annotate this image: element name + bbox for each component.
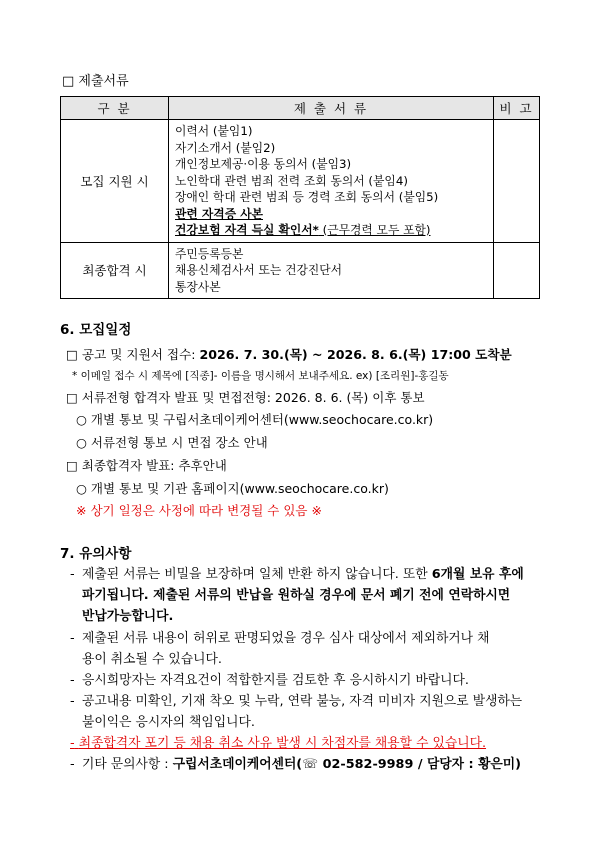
email-note: * 이메일 접수 시 제목에 [직종]- 이름을 명시해서 보내주세요. ex) [조리원]-홍길동	[72, 370, 449, 382]
note-item-3	[70, 670, 550, 691]
doc-item: 자기소개서 (붙임2)	[175, 140, 276, 155]
note-text-bold: 파기됩니다. 제출된 서류의 반납을 원하실 경우에 문서 폐기 전에 연락하시면	[82, 588, 511, 603]
screening-line: □ 서류전형 합격자 발표 및 면접전형: 2026. 8. 6. (목) 이후 통보	[66, 390, 425, 405]
note-item-1	[70, 564, 550, 627]
row-items	[169, 242, 494, 299]
note-dash: -	[70, 673, 75, 688]
row-items	[169, 120, 494, 243]
doc-item: 채용신체검사서 또는 건강진단서	[175, 263, 343, 277]
table-header-row	[61, 97, 540, 120]
note-item-5	[70, 733, 550, 754]
receipt-label: □ 공고 및 지원서 접수:	[66, 347, 200, 362]
note-text-bold: 6개월 보유 후에	[431, 567, 524, 582]
doc-item: 통장사본	[175, 279, 221, 294]
schedule-warning: ※ 상기 일정은 사정에 따라 변경될 수 있음 ※	[76, 503, 322, 518]
note-dash: -	[70, 694, 75, 709]
doc-item: 관련 자격증 사본	[175, 206, 263, 221]
note-item-4	[70, 691, 550, 733]
contact-label: 기타 문의사항 :	[82, 757, 173, 772]
doc-item: 노인학대 관련 범죄 전력 조회 동의서 (붙임4)	[175, 173, 408, 188]
note-text-highlight: 최종합격자 포기 등 채용 취소 사유 발생 시 차점자를 채용할 수 있습니다.	[78, 736, 487, 751]
row-category: 최종합격 시	[61, 242, 169, 299]
doc-item: 장애인 학대 관련 범죄 등 경력 조회 동의서 (붙임5)	[175, 190, 439, 204]
table-row	[61, 242, 540, 299]
note-text: 불이익은 응시자의 책임입니다.	[82, 715, 255, 730]
col-header-note: 비 고	[494, 97, 540, 120]
doc-item: 주민등록등본	[175, 246, 244, 261]
final-sub-notify: ○ 개별 통보 및 기관 홈페이지(www.seochocare.co.kr)	[76, 481, 389, 496]
note-text: 용이 취소될 수 있습니다.	[82, 652, 222, 667]
col-header-documents: 제 출 서 류	[169, 97, 494, 120]
note-item-2	[70, 628, 550, 670]
schedule-title: 6. 모집일정	[60, 322, 132, 338]
doc-item: 이력서 (붙임1)	[175, 124, 253, 138]
row-note	[494, 242, 540, 299]
note-text: 응시희망자는 자격요건이 적합한지를 검토한 후 응시하시기 바랍니다.	[82, 673, 469, 688]
note-dash: -	[70, 757, 75, 772]
screening-sub-venue: ○ 서류전형 통보 시 면접 장소 안내	[76, 435, 268, 450]
col-header-category: 구 분	[61, 97, 169, 120]
receipt-period: 2026. 7. 30.(목) ~ 2026. 8. 6.(목) 17:00 도착분	[199, 347, 512, 362]
note-text: 제출된 서류는 비밀을 보장하며 일체 반환 하지 않습니다. 또한	[82, 567, 432, 582]
receipt-line	[66, 344, 512, 363]
note-dash: -	[70, 631, 75, 646]
notes-title: 7. 유의사항	[60, 546, 132, 562]
note-text: 공고내용 미확인, 기재 착오 및 누락, 연락 불능, 자격 미비자 지원으로 발생하는	[82, 694, 523, 709]
row-note	[494, 120, 540, 243]
doc-item-suffix: (근무경력 모두 포함)	[318, 223, 431, 237]
table-row	[61, 120, 540, 243]
note-text-bold: 반납가능합니다.	[82, 609, 174, 624]
submit-docs-table	[60, 96, 540, 299]
final-line: □ 최종합격자 발표: 추후안내	[66, 458, 227, 473]
note-dash: -	[70, 567, 75, 582]
submit-docs-heading: □ 제출서류	[62, 74, 129, 89]
screening-sub-notify: ○ 개별 통보 및 구립서초데이케어센터(www.seochocare.co.kr)	[76, 412, 434, 427]
contact-info: 구립서초데이케어센터(☏ 02-582-9989 / 담당자 : 황은미)	[172, 757, 522, 772]
doc-item: 개인정보제공·이용 동의서 (붙임3)	[175, 157, 352, 171]
doc-item-main: 건강보험 자격 득실 확인서*	[175, 223, 319, 237]
row-category: 모집 지원 시	[61, 120, 169, 243]
note-dash: -	[70, 736, 75, 751]
doc-item	[175, 222, 487, 239]
note-item-6	[70, 754, 550, 775]
note-text: 제출된 서류 내용이 허위로 판명되었을 경우 심사 대상에서 제외하거나 채	[82, 631, 490, 646]
